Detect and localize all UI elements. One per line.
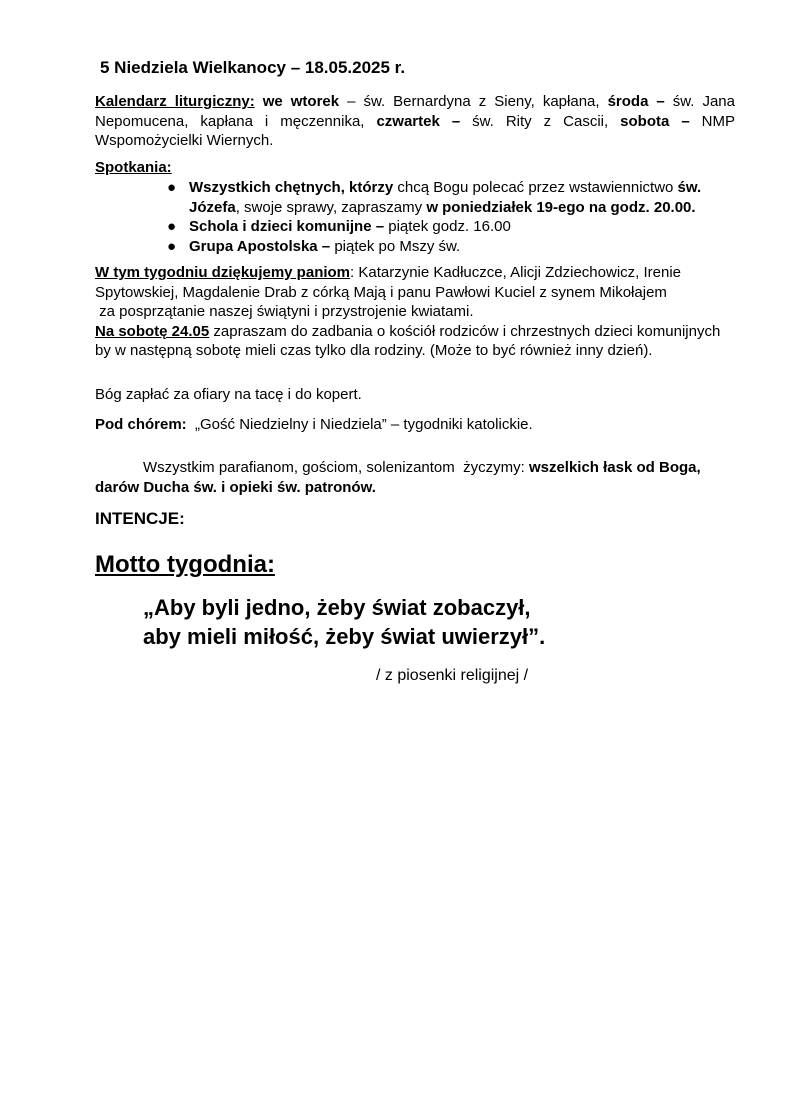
saturday-paragraph [95,322,735,361]
thanks-text: : Katarzynie Kadłuczce, Alicji Zdziechowicz, Irenie Spytowskiej, Magdalenie Drab z córką Mają i panu Pawłowi Kuciel z synem Mikołajem [95,264,682,301]
wishes-paragraph [95,458,735,497]
thursday-label: czwartek – [376,112,461,130]
motto-line-2: aby mieli miłość, żeby świat uwierzył”. [143,624,546,649]
list-item [165,237,735,257]
saturday-label: sobota – [620,112,690,130]
thanks-text2: za posprzątanie naszej świątyni i przystrojenie kwiatami. [95,303,474,320]
under-choir-text: „Gość Niedzielny i Niedziela” – tygodniki katolickie. [186,416,533,433]
under-choir-paragraph [95,415,735,435]
thanks-label: W tym tygodniu dziękujemy paniom [95,264,351,281]
item2-text: piątek godz. 16.00 [384,218,511,235]
item3-bold: Grupa Apostolska – [189,237,331,255]
thanks-main [95,263,735,302]
list-item [165,217,735,237]
page-title: 5 Niedziela Wielkanocy – 18.05.2025 r. [100,58,406,77]
wishes-text: Wszystkim parafianom, gościom, solenizantom życzymy: [143,459,529,476]
item1-bold2: św. Józefa [189,179,702,216]
saturday-text: NMP Wspomożycielki Wiernych. [95,112,735,149]
meetings-heading [95,158,735,178]
thanks-paragraph [95,263,735,361]
motto-heading: Motto tygodnia: [95,551,275,578]
bullet-icon: ● [167,179,177,196]
meetings-list [165,178,735,256]
item1-text2: , swoje sprawy, zapraszamy [235,198,427,216]
motto-line-1: „Aby byli jedno, żeby świat zobaczył, [143,595,531,620]
item1-bold3: w poniedziałek 19-ego na godz. 20.00. [426,198,696,216]
intentions-heading: INTENCJE: [95,509,185,528]
motto-source: / z piosenki religijnej / [376,667,529,684]
liturgical-calendar-label: Kalendarz liturgiczny: [95,93,255,110]
bullet-icon: ● [167,218,177,235]
item1-bold: Wszystkich chętnych, którzy [189,179,394,196]
wednesday-text: św. Jana Nepomucena, kapłana i męczennika, [95,93,735,130]
item1-text: chcą Bogu polecać przez wstawiennictwo [393,179,678,196]
item2-bold: Schola i dzieci komunijne – [189,218,385,235]
wednesday-label: środa – [607,93,665,110]
tuesday-text: – św. Bernardyna z Sieny, kapłana, [339,93,608,110]
wishes-bold: wszelkich łask od Boga, darów Ducha św. i opieki św. patronów. [95,459,701,496]
bullet-icon: ● [167,237,177,255]
tuesday-label: we wtorek [262,93,340,110]
saturday-cleaning-label: Na sobotę 24.05 [95,322,210,340]
item3-text: piątek po Mszy św. [330,237,461,255]
motto-quote [143,593,545,651]
thursday-text: św. Rity z Cascii, [460,112,621,130]
list-item [165,178,735,217]
liturgical-calendar-paragraph [95,92,735,151]
offerings-text: Bóg zapłać za ofiary na tacę i do kopert. [95,386,362,403]
under-choir-label: Pod chórem: [95,416,187,433]
saturday-cleaning-text: zapraszam do zadbania o kościół rodziców i chrzestnych dzieci komunijnych by w następną sobotę mieli czas tylko dla rodziny. (Może to być również inny dzień). [95,322,721,359]
meetings-label: Spotkania: [95,159,172,176]
